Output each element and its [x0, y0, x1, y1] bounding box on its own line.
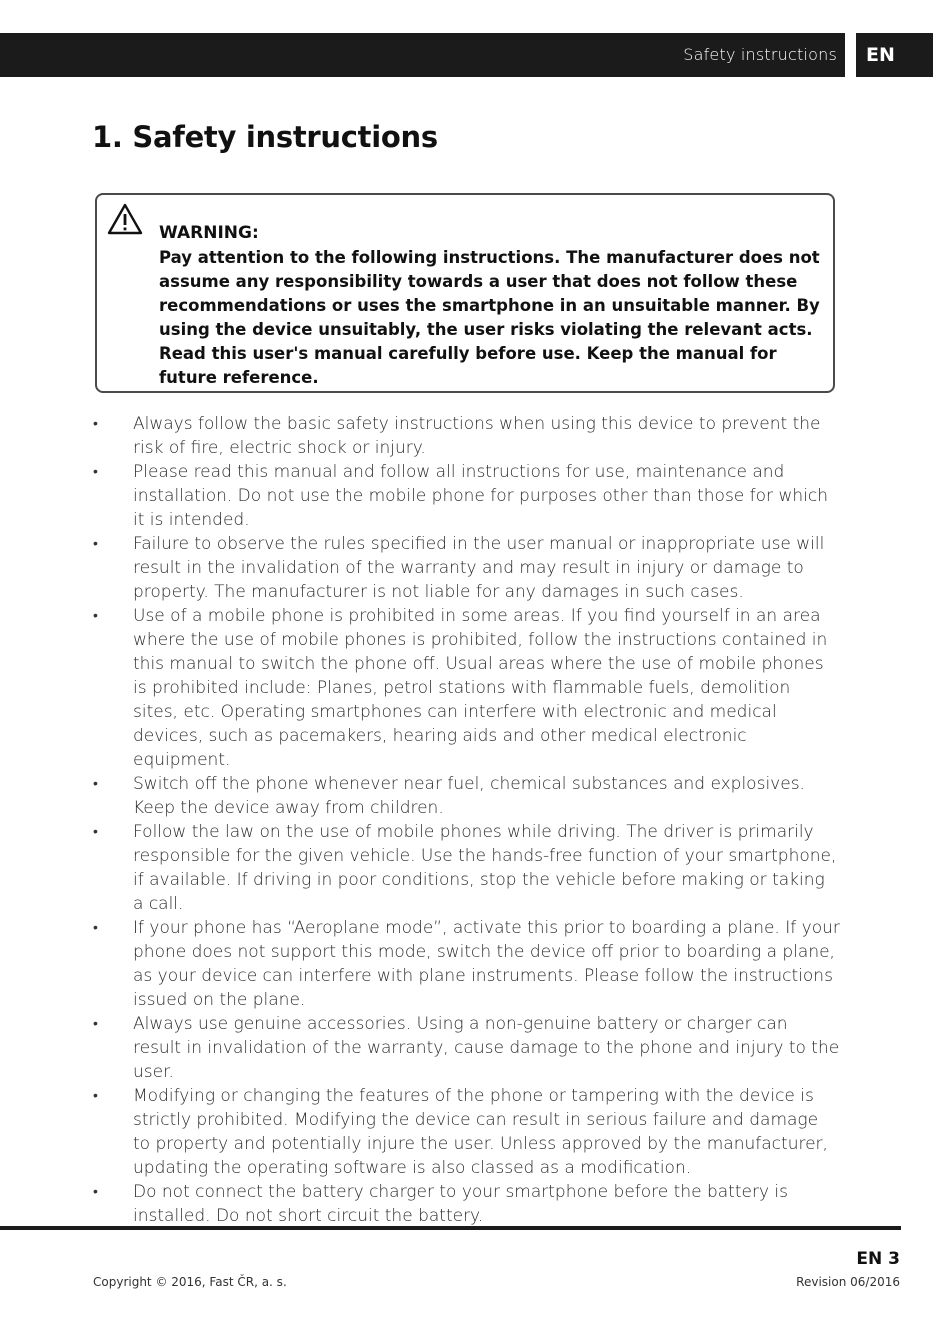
- bullet-item: • Always follow the basic safety instructions when using this device to prevent the risk of fire, electric shock or injury.: [92, 412, 840, 460]
- bullet-item: • Switch off the phone whenever near fuel, chemical substances and explosives. Keep the device away from children.: [92, 772, 840, 820]
- warning-triangle-icon: [107, 203, 143, 235]
- bullet-item: • Follow the law on the use of mobile phones while driving. The driver is primarily responsible for the given vehicle. Use the hands-free function of your smartphone, if available. If driving in poor conditions, stop the vehicle before making or taking a call.: [92, 820, 840, 916]
- warning-box: [95, 193, 835, 393]
- bullet-item: • Do not connect the battery charger to your smartphone before the battery is installed. Do not short circuit the battery.: [92, 1180, 840, 1228]
- page-number: EN 3: [856, 1249, 900, 1269]
- bullet-item: • If your phone has “Aeroplane mode”, activate this prior to boarding a plane. If your phone does not support this mode, switch the device off prior to boarding a plane, as your device can interfere with plane instruments. Please follow the instructions issued on the plane.: [92, 916, 840, 1012]
- bullet-item: • Modifying or changing the features of the phone or tampering with the device is strictly prohibited. Modifying the device can result in serious failure and damage to property and potentially injure the user. Unless approved by the manufacturer, updating the operating software is also classed as a modification.: [92, 1084, 840, 1180]
- warning-paragraph: Read this user's manual carefully before use. Keep the manual for future reference.: [159, 344, 777, 387]
- warning-paragraph: Pay attention to the following instructions. The manufacturer does not assume any responsibility towards a user that does not follow these recommendations or uses the smartphone in an unsuitable manner. By using the device unsuitably, the user risks violating the relevant acts.: [159, 248, 820, 339]
- copyright-text: Copyright © 2016, Fast ČR, a. s.: [93, 1275, 287, 1289]
- header-bar: [0, 33, 845, 77]
- warning-text: [159, 246, 831, 390]
- bullet-item: • Please read this manual and follow all instructions for use, maintenance and installation. Do not use the mobile phone for purposes other than those for which it is intended.: [92, 460, 840, 532]
- bullet-item: • Use of a mobile phone is prohibited in some areas. If you find yourself in an area where the use of mobile phones is prohibited, follow the instructions contained in this manual to switch the phone off. Usual areas where the use of mobile phones is prohibited include: Planes, petrol stations with flammable fuels, demolition sites, etc. Operating smartphones can interfere with electronic and medical devices, such as pacemakers, hearing aids and other medical electronic equipment.: [92, 604, 840, 772]
- safety-bullet-list: [92, 412, 840, 1228]
- language-label: EN: [866, 44, 895, 66]
- page-title: 1. Safety instructions: [92, 120, 438, 154]
- header-section-title: Safety instructions: [683, 45, 837, 64]
- language-badge: [856, 33, 933, 77]
- footer-divider: [0, 1226, 901, 1230]
- revision-text: Revision 06/2016: [796, 1275, 900, 1289]
- bullet-item: • Failure to observe the rules specified in the user manual or inappropriate use will result in the invalidation of the warranty and may result in injury or damage to property. The manufacturer is not liable for any damages in such cases.: [92, 532, 840, 604]
- warning-title: WARNING:: [159, 223, 259, 243]
- bullet-item: • Always use genuine accessories. Using a non-genuine battery or charger can result in invalidation of the warranty, cause damage to the phone and injury to the user.: [92, 1012, 840, 1084]
